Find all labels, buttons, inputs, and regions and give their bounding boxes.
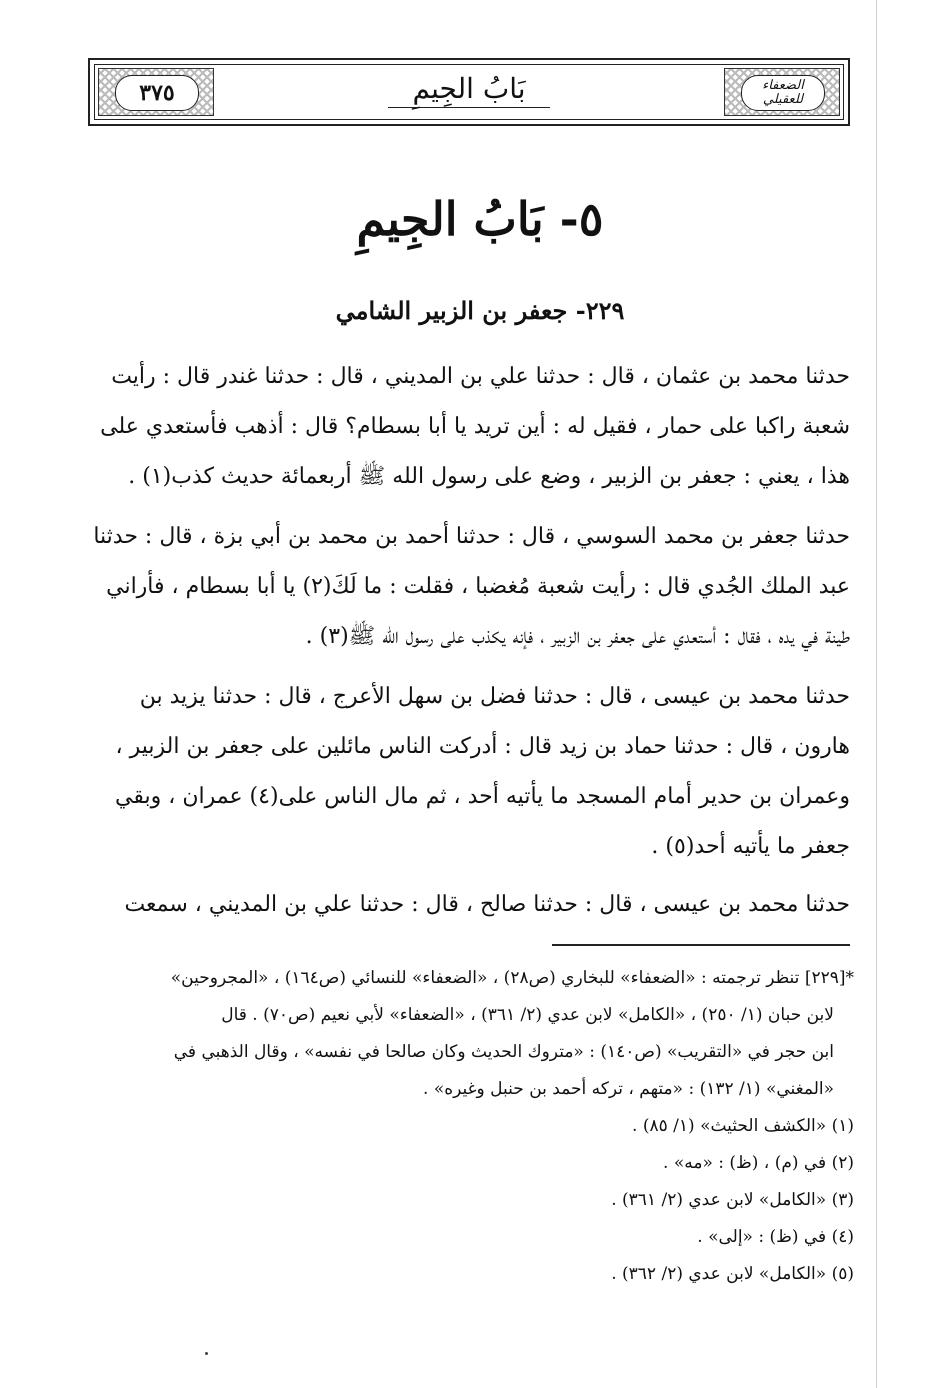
footnote-main-line: «المغني» (١/ ١٣٢) : «متهم ، تركه أحمد بن حنبل وغيره» . (423, 1079, 834, 1099)
footnote-4: (٤) في (ظ) : «إلى» . (697, 1227, 854, 1247)
footnote-main-line: لابن حبان (١/ ٢٥٠) ، «الكامل» لابن عدي (٢/ ٣٦١) ، «الضعفاء» لأبي نعيم (ص٧٠) . قال (221, 1005, 834, 1025)
footnote-1: (١) «الكشف الحثيث» (١/ ٨٥) . (632, 1116, 854, 1136)
paragraph-2 (86, 512, 850, 662)
book-emblem-ornament (724, 68, 840, 116)
entry-heading: ٢٢٩- جعفر بن الزبير الشامي (335, 296, 625, 325)
paragraph-line: حدثنا جعفر بن محمد السوسي ، قال : حدثنا أحمد بن محمد بن أبي بزة ، قال : حدثنا (93, 524, 850, 549)
paragraph-line: حدثنا محمد بن عيسى ، قال : حدثنا فضل بن سهل الأعرج ، قال : حدثنا يزيد بن (139, 684, 850, 709)
scan-speck (205, 1352, 208, 1355)
paragraph-line: هذا ، يعني : جعفر بن الزبير ، وضع على رسول الله ﷺ أربعمائة حديث كذب(١) . (128, 464, 850, 489)
footnote-separator (552, 944, 850, 946)
page-number-ornament (98, 68, 214, 116)
paragraph-line: جعفر ما يأتيه أحد(٥) . (651, 834, 850, 859)
footnote-5: (٥) «الكامل» لابن عدي (٢/ ٣٦٢) . (611, 1264, 854, 1284)
paragraph-line: وعمران بن حدير أمام المسجد ما يأتيه أحد ، ثم مال الناس على(٤) عمران ، وبقي (115, 784, 850, 809)
footnote-main-line: *[٢٢٩] تنظر ترجمته : «الضعفاء» للبخاري (ص٢٨) ، «الضعفاء» للنسائي (ص١٦٤) ، «المجروحين» (170, 968, 854, 988)
page-number: ٣٧٥ (115, 75, 199, 111)
footnote-2: (٢) في (م) ، (ظ) : «مه» . (663, 1153, 854, 1173)
paragraph-4 (86, 880, 850, 930)
page-edge-rule (876, 0, 877, 1388)
paragraph-line: حدثنا محمد بن عثمان ، قال : حدثنا علي بن المديني ، قال : حدثنا غندر قال : رأيت (111, 364, 850, 389)
running-title (220, 72, 718, 108)
paragraph-line: شعبة راكبا على حمار ، فقيل له : أين تريد يا أبا بسطام؟ قال : أذهب فأستعدي على (100, 414, 850, 439)
page-header-frame (88, 58, 850, 126)
paragraph-line: عبد الملك الجُدي قال : رأيت شعبة مُغضبا ، فقلت : ما لَكَ(٢) يا أبا بسطام ، فأراني (106, 574, 850, 599)
book-emblem: الضعفاء للعقيلي (741, 75, 825, 111)
footnotes (86, 960, 854, 1293)
running-title-text: بَابُ الجِيمِ (388, 72, 549, 108)
paragraph-line: طينة في يده ، فقال : أستعدي على جعفر بن الزبير ، فإنه يكذب على رسول الله ﷺ(٣) . (305, 624, 850, 649)
paragraph-3 (86, 672, 850, 872)
footnote-3: (٣) «الكامل» لابن عدي (٢/ ٣٦١) . (611, 1190, 854, 1210)
paragraph-line: حدثنا محمد بن عيسى ، قال : حدثنا صالح ، قال : حدثنا علي بن المديني ، سمعت (124, 892, 850, 917)
footnote-main-line: ابن حجر في «التقريب» (ص١٤٠) : «متروك الحديث وكان صالحا في نفسه» ، وقال الذهبي في (173, 1042, 834, 1062)
chapter-heading: ٥- بَابُ الجِيمِ (356, 192, 604, 246)
paragraph-line: هارون ، قال : حدثنا حماد بن زيد قال : أدركت الناس مائلين على جعفر بن الزبير ، (115, 734, 850, 759)
paragraph-1 (86, 352, 850, 502)
